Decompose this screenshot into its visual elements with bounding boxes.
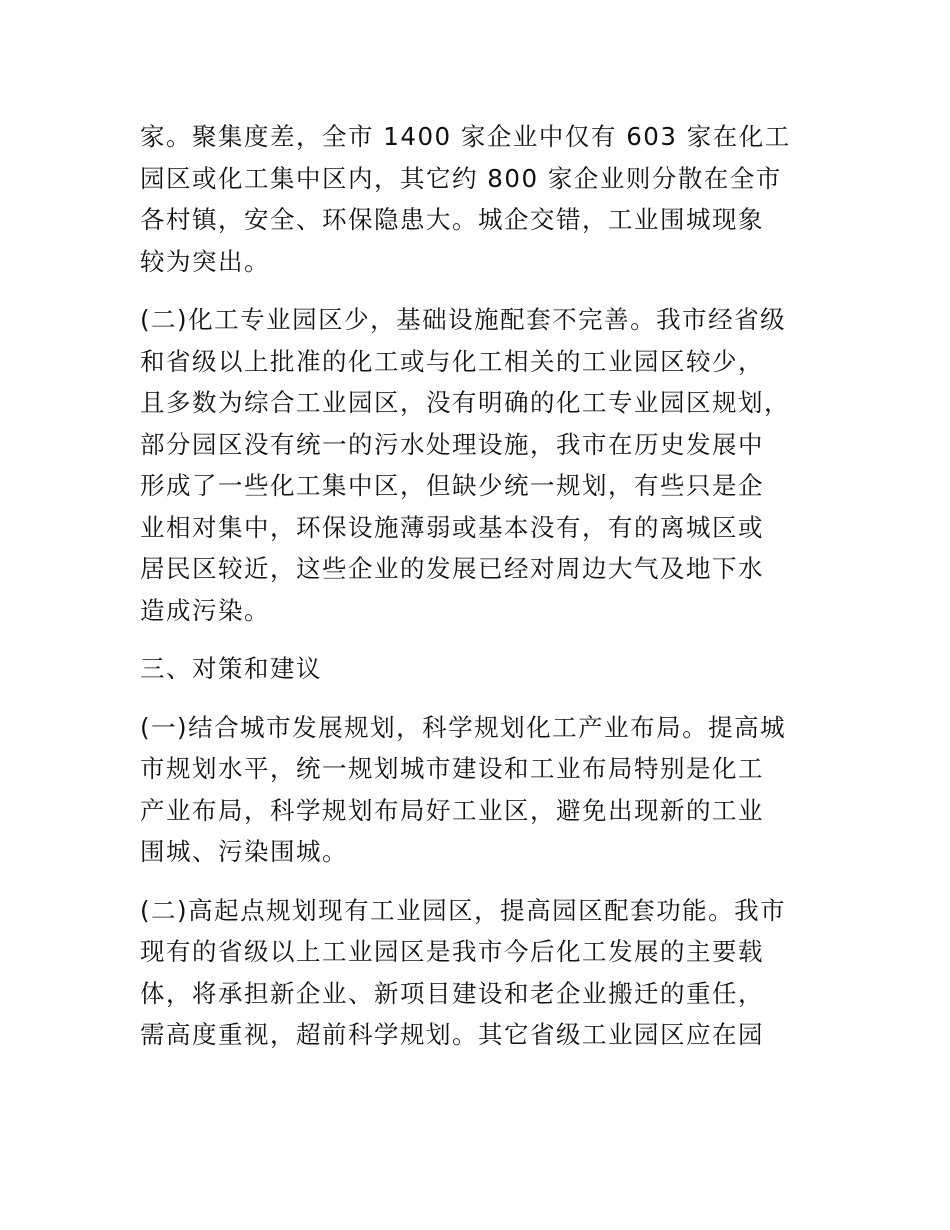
text-line: 园区或化工集中区内，其它约 800 家企业则分散在全市 (140, 163, 782, 193)
section-heading-countermeasures (140, 648, 812, 690)
text-line: 较为突出。 (140, 246, 270, 276)
text-line: 围城、污染围城。 (140, 837, 348, 866)
text-line: 且多数为综合工业园区，没有明确的化工专业园区规划， (140, 388, 790, 417)
paragraph-industrial-parks-issue (140, 299, 812, 631)
text-line: 产业布局，科学规划布局好工业区，避免出现新的工业 (140, 795, 764, 825)
text-line: 体，将承担新企业、新项目建设和老企业搬迁的重任， (140, 978, 764, 1008)
text-line: 需高度重视，超前科学规划。其它省级工业园区应在园 (140, 1020, 764, 1049)
document-body (140, 116, 812, 1073)
text-line: 各村镇，安全、环保隐患大。城企交错，工业围城现象 (140, 205, 764, 234)
text-line: 业相对集中，环保设施薄弱或基本没有，有的离城区或 (140, 512, 764, 542)
text-line: 形成了一些化工集中区，但缺少统一规划，有些只是企 (140, 471, 764, 500)
text-line: 部分园区没有统一的污水处理设施，我市在历史发展中 (140, 429, 764, 459)
paragraph-park-planning (140, 890, 812, 1056)
text-line: 造成污染。 (140, 595, 270, 625)
text-line: 市规划水平，统一规划城市建设和工业布局特别是化工 (140, 754, 764, 783)
paragraph-clustering-issue (140, 116, 812, 282)
text-line: (二)高起点规划现有工业园区，提高园区配套功能。我市 (140, 895, 787, 925)
text-line: 和省级以上批准的化工或与化工相关的工业园区较少， (140, 346, 764, 376)
text-line: (一)结合城市发展规划，科学规划化工产业布局。提高城 (140, 712, 787, 742)
section-heading-text: 三、对策和建议 (140, 654, 322, 683)
text-line: 居民区较近，这些企业的发展已经对周边大气及地下水 (140, 554, 764, 583)
paragraph-city-planning (140, 707, 812, 873)
text-line: (二)化工专业园区少，基础设施配套不完善。我市经省级 (140, 305, 787, 334)
text-line: 现有的省级以上工业园区是我市今后化工发展的主要载 (140, 937, 764, 966)
text-line: 家。聚集度差，全市 1400 家企业中仅有 603 家在化工 (140, 122, 791, 151)
